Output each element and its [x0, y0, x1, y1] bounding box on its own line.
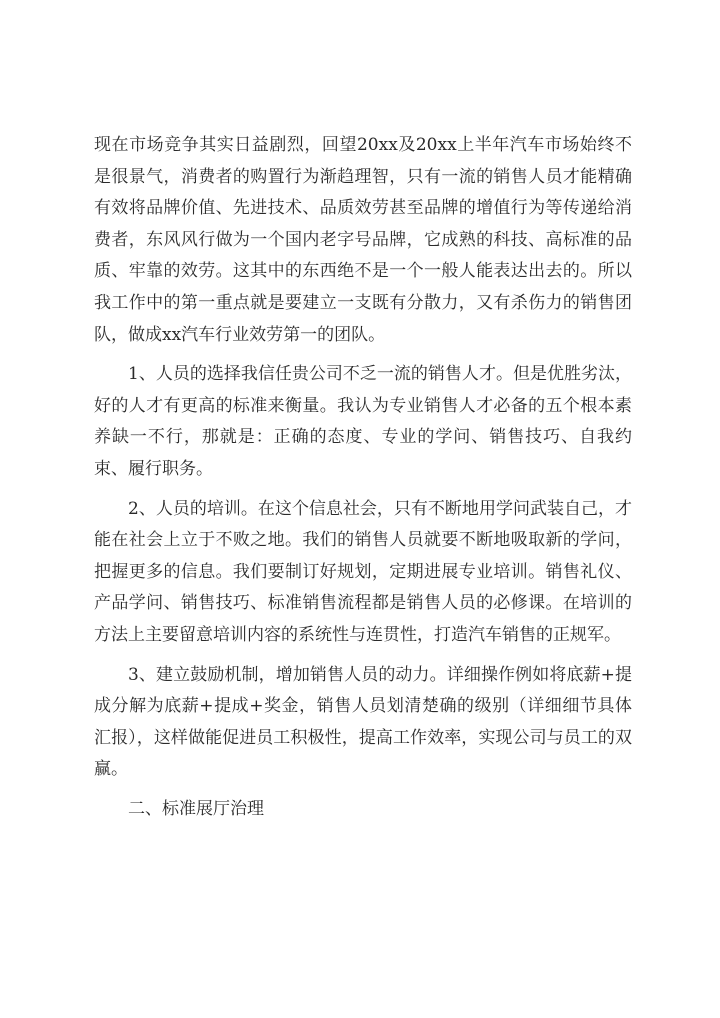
paragraph-intro: 现在市场竞争其实日益剧烈，回望20xx及20xx上半年汽车市场始终不是很景气，消费者的购置行为渐趋理智，只有一流的销售人员才能精确有效将品牌价值、先进技术、品质效劳甚至品牌的增值行为等传递给消费者，东风风行做为一个国内老字号品牌，它成熟的科技、高标准的品质、牢靠的效劳。这其中的东西绝不是一个一般人能表达出去的。所以我工作中的第一重点就是要建立一支既有分散力，又有杀伤力的销售团队，做成xx汽车行业效劳第一的团队。 [94, 135, 632, 345]
paragraph-incentive-mechanism: 3、建立鼓励机制，增加销售人员的动力。详细操作例如将底薪+提成分解为底薪+提成+奖金，销售人员划清楚确的级别（详细细节具体汇报），这样做能促进员工积极性，提高工作效率，实现公司与员工的双赢。 [94, 664, 632, 780]
paragraph-staff-training: 2、人员的培训。在这个信息社会，只有不断地用学问武装自己，才能在社会上立于不败之地。我们的销售人员就要不断地吸取新的学问，把握更多的信息。我们要制订好规划，定期进展专业培训。销售礼仪、产品学问、销售技巧、标准销售流程都是销售人员的必修课。在培训的方法上主要留意培训内容的系统性与连贯性，打造汽车销售的正规军。 [94, 498, 632, 645]
paragraph-staff-selection: 1、人员的选择我信任贵公司不乏一流的销售人才。但是优胜劣汰，好的人才有更高的标准来衡量。我认为专业销售人才必备的五个根本素养缺一不行，那就是：正确的态度、专业的学问、销售技巧、自我约束、履行职务。 [94, 364, 632, 479]
document-body [94, 130, 632, 833]
section-heading-showroom-management: 二、标准展厅治理 [128, 798, 264, 819]
